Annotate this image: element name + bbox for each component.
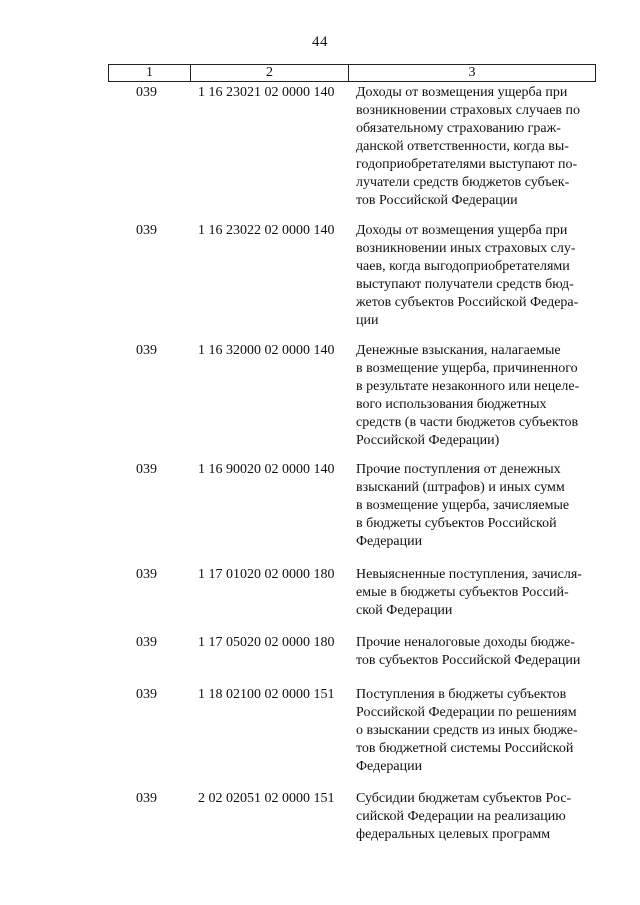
description-line: ской Федерации	[356, 603, 453, 618]
description-line: выступают получатели средств бюд-	[356, 277, 574, 292]
income-description	[356, 566, 596, 620]
description-line: Доходы от возмещения ущерба при	[356, 85, 568, 100]
admin-code: 039	[136, 635, 157, 650]
admin-code: 039	[136, 687, 157, 702]
description-line: в возмещение ущерба, зачисляемые	[356, 498, 570, 513]
description-line: в возмещение ущерба, причиненного	[356, 361, 578, 376]
income-description	[356, 222, 596, 330]
description-line: сийской Федерации на реализацию	[356, 809, 566, 824]
description-line: чаев, когда выгодоприобретателями	[356, 259, 570, 274]
income-description	[356, 686, 596, 776]
budget-classification-code: 1 17 01020 02 0000 180	[198, 567, 335, 582]
table-header-col-1: 1	[109, 65, 191, 81]
admin-code: 039	[136, 85, 157, 100]
page-number: 44	[312, 34, 328, 50]
description-line: обязательному страхованию граж-	[356, 121, 561, 136]
table-header-row	[108, 64, 596, 82]
description-line: емые в бюджеты субъектов Россий-	[356, 585, 569, 600]
budget-classification-code: 1 16 23022 02 0000 140	[198, 223, 335, 238]
admin-code: 039	[136, 223, 157, 238]
description-line: Федерации	[356, 759, 423, 774]
description-line: жетов субъектов Российской Федера-	[356, 295, 579, 310]
description-line: Денежные взыскания, налагаемые	[356, 343, 561, 358]
admin-code: 039	[136, 343, 157, 358]
admin-code: 039	[136, 791, 157, 806]
budget-classification-code: 1 17 05020 02 0000 180	[198, 635, 335, 650]
income-description	[356, 461, 596, 551]
description-line: Прочие поступления от денежных	[356, 462, 561, 477]
budget-classification-code: 1 16 23021 02 0000 140	[198, 85, 335, 100]
income-description	[356, 342, 596, 450]
description-line: годоприобретателями выступают по-	[356, 157, 578, 172]
description-line: тов субъектов Российской Федерации	[356, 653, 581, 668]
description-line: тов Российской Федерации	[356, 193, 518, 208]
table-header-col-2: 2	[191, 65, 349, 81]
income-description	[356, 84, 596, 210]
description-line: в бюджеты субъектов Российской	[356, 516, 557, 531]
description-line: Доходы от возмещения ущерба при	[356, 223, 568, 238]
description-line: Прочие неналоговые доходы бюдже-	[356, 635, 575, 650]
description-line: тов бюджетной системы Российской	[356, 741, 574, 756]
description-line: ции	[356, 313, 379, 328]
description-line: Российской Федерации)	[356, 433, 500, 448]
admin-code: 039	[136, 567, 157, 582]
budget-classification-code: 1 16 90020 02 0000 140	[198, 462, 335, 477]
table-header-col-3: 3	[468, 65, 476, 80]
description-line: вого использования бюджетных	[356, 397, 547, 412]
income-description	[356, 790, 596, 844]
description-line: о взыскании средств из иных бюдже-	[356, 723, 578, 738]
description-line: Невыясненные поступления, зачисля-	[356, 567, 582, 582]
admin-code: 039	[136, 462, 157, 477]
description-line: данской ответственности, когда вы-	[356, 139, 569, 154]
budget-classification-code: 2 02 02051 02 0000 151	[198, 791, 335, 806]
description-line: возникновении иных страховых слу-	[356, 241, 576, 256]
description-line: Субсидии бюджетам субъектов Рос-	[356, 791, 572, 806]
description-line: Российской Федерации по решениям	[356, 705, 577, 720]
description-line: Поступления в бюджеты субъектов	[356, 687, 567, 702]
description-line: взысканий (штрафов) и иных сумм	[356, 480, 565, 495]
description-line: лучатели средств бюджетов субъек-	[356, 175, 570, 190]
budget-classification-code: 1 18 02100 02 0000 151	[198, 687, 335, 702]
description-line: в результате незаконного или нецеле-	[356, 379, 580, 394]
description-line: Федерации	[356, 534, 423, 549]
description-line: средств (в части бюджетов субъектов	[356, 415, 579, 430]
budget-classification-code: 1 16 32000 02 0000 140	[198, 343, 335, 358]
description-line: федеральных целевых программ	[356, 827, 551, 842]
income-description	[356, 634, 596, 670]
description-line: возникновении страховых случаев по	[356, 103, 581, 118]
